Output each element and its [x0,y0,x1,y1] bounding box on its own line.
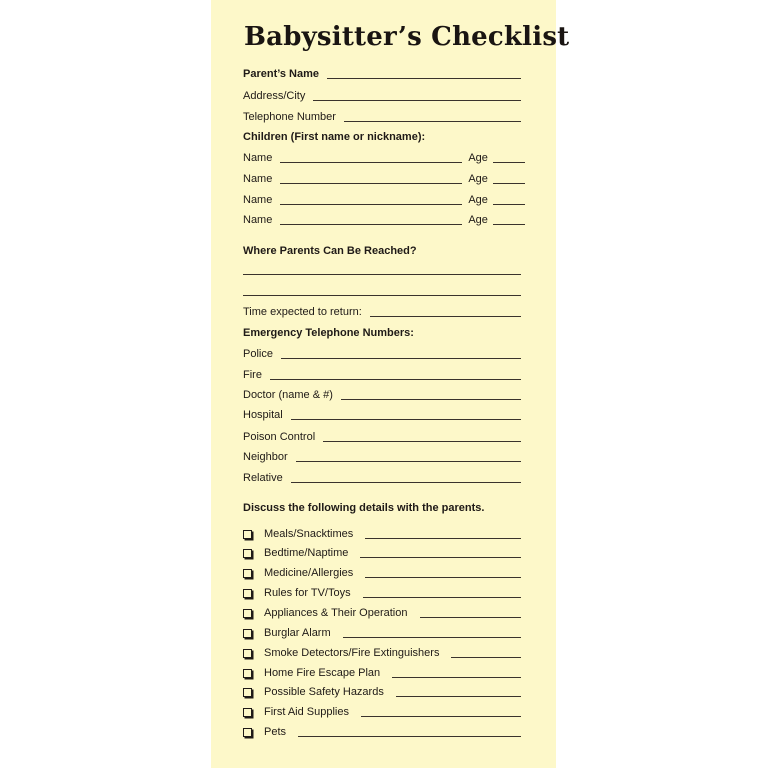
discuss-item-field[interactable] [392,676,521,678]
emergency-row [243,347,521,361]
child-name-field[interactable] [280,203,462,205]
discuss-item [243,546,521,560]
child-age-label: Age [468,173,488,185]
address-field[interactable] [313,99,521,101]
child-name-field[interactable] [280,161,462,163]
emergency-field[interactable] [296,460,521,462]
discuss-item-label: Home Fire Escape Plan [264,667,381,679]
discuss-item-label: Rules for TV/Toys [264,587,351,599]
telephone-label: Telephone Number [243,111,336,123]
parent-name-field[interactable] [327,77,521,79]
child-row [243,213,521,227]
emergency-field[interactable] [291,481,521,483]
emergency-field[interactable] [291,418,521,420]
discuss-item [243,527,521,541]
telephone-row [243,110,521,124]
checkbox[interactable] [243,669,252,678]
children-heading: Children (First name or nickname): [243,131,426,143]
emergency-field[interactable] [323,440,521,442]
checkbox[interactable] [243,629,252,638]
parent-name-label: Parent’s Name [243,68,320,80]
child-name-label: Name [243,214,273,226]
parent-name-row [243,67,521,81]
emergency-row [243,450,521,464]
discuss-item-field[interactable] [396,695,521,697]
child-name-label: Name [243,194,273,206]
reach-heading: Where Parents Can Be Reached? [243,245,417,257]
discuss-item-field[interactable] [420,616,522,618]
page-title: Babysitter’s Checklist [244,22,570,52]
child-age-label: Age [468,152,488,164]
discuss-item [243,626,521,640]
address-label: Address/City [243,90,306,102]
emergency-label: Neighbor [243,451,288,463]
reach-field-line[interactable] [243,295,521,296]
emergency-row [243,388,521,402]
discuss-item-label: Pets [264,726,287,738]
discuss-item-field[interactable] [343,636,521,638]
discuss-item [243,586,521,600]
emergency-row [243,471,521,485]
checkbox[interactable] [243,569,252,578]
checkbox[interactable] [243,530,252,539]
discuss-item-field[interactable] [361,715,521,717]
emergency-label: Poison Control [243,431,316,443]
discuss-item-field[interactable] [363,596,521,598]
child-name-field[interactable] [280,223,462,225]
emergency-label: Hospital [243,409,283,421]
emergency-heading: Emergency Telephone Numbers: [243,327,414,339]
return-field[interactable] [370,315,521,317]
discuss-item-label: Possible Safety Hazards [264,686,384,698]
discuss-item-label: Bedtime/Naptime [264,547,349,559]
child-row [243,193,521,207]
discuss-item-label: Meals/Snacktimes [264,528,354,540]
return-row [243,305,521,319]
discuss-item-field[interactable] [298,735,521,737]
reach-field-line[interactable] [243,274,521,275]
discuss-heading: Discuss the following details with the parents. [243,502,485,514]
discuss-item [243,606,521,620]
discuss-item-label: Appliances & Their Operation [264,607,408,619]
discuss-item-label: First Aid Supplies [264,706,349,718]
checklist-card [211,0,570,768]
address-row [243,89,521,103]
discuss-item [243,666,521,680]
child-age-field[interactable] [493,223,525,225]
telephone-field[interactable] [344,120,521,122]
return-label: Time expected to return: [243,306,362,318]
checkbox[interactable] [243,609,252,618]
child-age-field[interactable] [493,203,525,205]
discuss-item-field[interactable] [451,656,521,658]
emergency-label: Relative [243,472,283,484]
emergency-label: Fire [243,369,262,381]
child-name-label: Name [243,173,273,185]
child-row [243,172,521,186]
emergency-field[interactable] [341,398,521,400]
discuss-item [243,725,521,739]
discuss-item [243,646,521,660]
emergency-label: Police [243,348,273,360]
discuss-item-field[interactable] [360,556,521,558]
discuss-item [243,685,521,699]
checkbox[interactable] [243,688,252,697]
checkbox[interactable] [243,549,252,558]
child-name-label: Name [243,152,273,164]
emergency-label: Doctor (name & #) [243,389,333,401]
checkbox[interactable] [243,708,252,717]
discuss-item-label: Smoke Detectors/Fire Extinguishers [264,647,440,659]
emergency-row [243,368,521,382]
child-name-field[interactable] [280,182,462,184]
emergency-field[interactable] [281,357,521,359]
emergency-row [243,430,521,444]
emergency-row [243,408,521,422]
discuss-item-field[interactable] [365,537,521,539]
checkbox[interactable] [243,589,252,598]
discuss-item [243,566,521,580]
discuss-item-field[interactable] [365,576,521,578]
child-age-label: Age [468,214,488,226]
discuss-item [243,705,521,719]
checkbox[interactable] [243,728,252,737]
child-row [243,151,521,165]
discuss-item-label: Burglar Alarm [264,627,331,639]
child-age-label: Age [468,194,488,206]
child-age-field[interactable] [493,161,525,163]
child-age-field[interactable] [493,182,525,184]
discuss-item-label: Medicine/Allergies [264,567,354,579]
checkbox[interactable] [243,649,252,658]
emergency-field[interactable] [270,378,521,380]
